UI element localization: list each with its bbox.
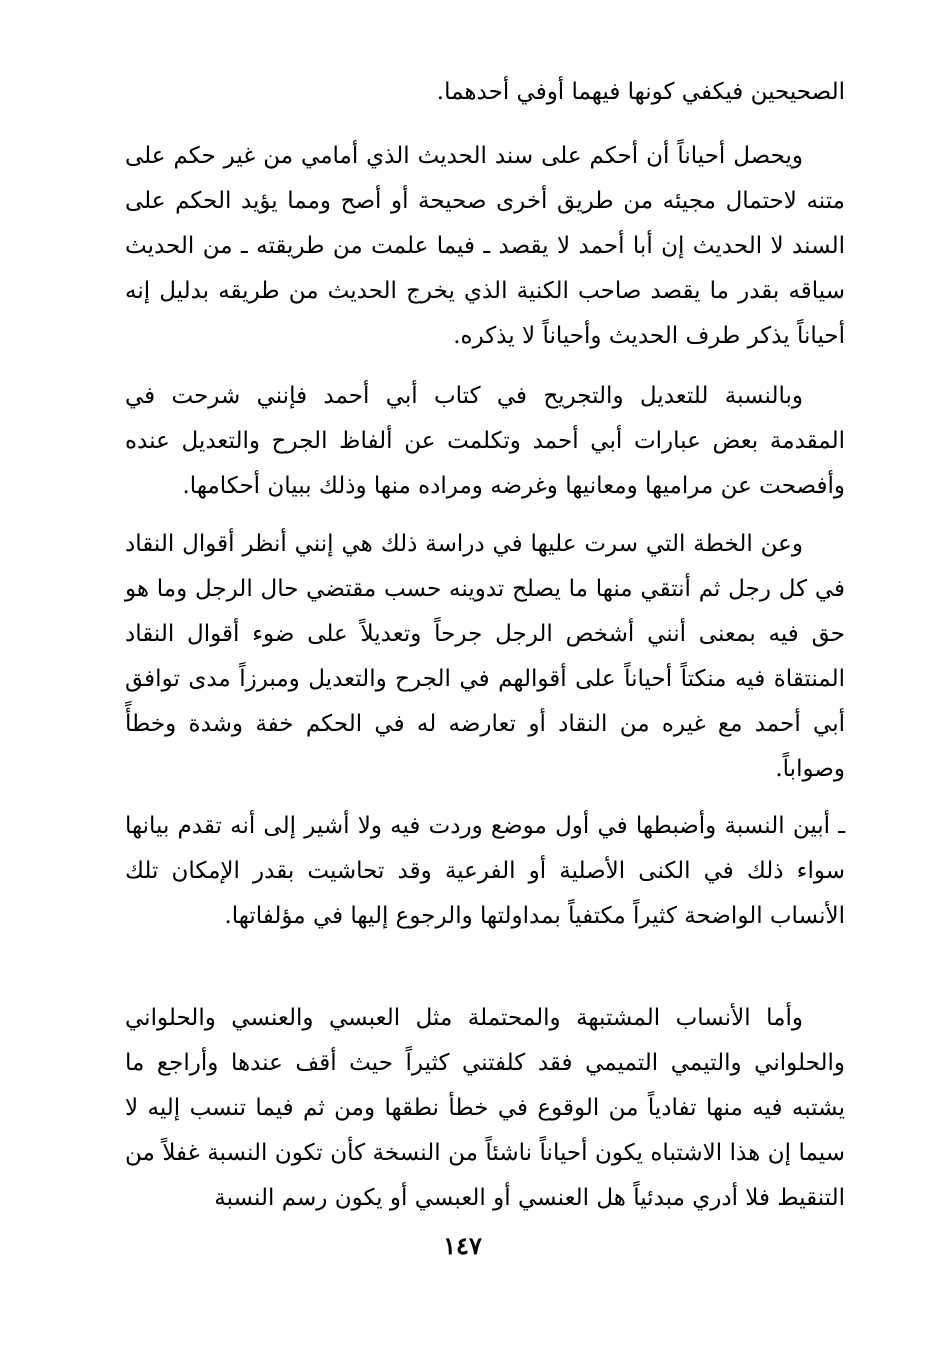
paragraph-text: وأما الأنساب المشتبهة والمحتملة مثل العبسي والعنسي والحلواني والحلواني والتيمي التميمي فقد كلفتني كثيراً حيث أقف عندها وأراجع ما يشتبه فيه منها تفادياً من الوقوع في خطأ نطقها ومن ثم فيما تنسب إليه لا سيما إن هذا الاشتباه يكون أحياناً ناشئاً من النسخة كأن تكون النسبة غفلاً من التنقيط فلا أدري مبدئياً هل العنسي أو العبسي أو يكون رسم النسبة — [125, 1005, 845, 1211]
paragraph-study-plan — [125, 522, 845, 792]
paragraph-text: وبالنسبة للتعديل والتجريح في كتاب أبي أحمد فإنني شرحت في المقدمة بعض عبارات أبي أحمد وتكلمت عن ألفاظ الجرح والتعديل عنده وأفصحت عن مراميها ومعانيها وغرضه ومراده منها وذلك ببيان أحكامها. — [125, 383, 845, 499]
paragraph-continuation — [125, 70, 845, 115]
paragraph-tadil-tajrih — [125, 374, 845, 509]
paragraph-nisba-explanation — [125, 804, 845, 939]
paragraph-ambiguous-nisba — [125, 996, 845, 1221]
page-number: ١٤٧ — [443, 1231, 482, 1260]
paragraph-text: ويحصل أحياناً أن أحكم على سند الحديث الذي أمامي من غير حكم على متنه لاحتمال مجيئه من طريق أخرى صحيحة أو أصح ومما يؤيد الحكم على السند لا الحديث إن أبا أحمد لا يقصد ـ فيما علمت من طريقته ـ من الحديث سياقه بقدر ما يقصد صاحب الكنية الذي يخرج الحديث من طريقه بدليل إنه أحياناً يذكر طرف الحديث وأحياناً لا يذكره. — [125, 143, 845, 349]
paragraph-text: الصحيحين فيكفي كونها فيهما أوفي أحدهما. — [436, 79, 845, 105]
paragraph-text: ـ أبين النسبة وأضبطها في أول موضع وردت فيه ولا أشير إلى أنه تقدم بيانها سواء ذلك في الكنى الأصلية أو الفرعية وقد تحاشيت بقدر الإمكان تلك الأنساب الواضحة كثيراً مكتفياً بمداولتها والرجوع إليها في مؤلفاتها. — [125, 813, 845, 929]
paragraph-text: وعن الخطة التي سرت عليها في دراسة ذلك هي إنني أنظر أقوال النقاد في كل رجل ثم أنتقي منها ما يصلح تدوينه حسب مقتضي حال الرجل وما هو حق فيه بمعنى أنني أشخص الرجل جرحاً وتعديلاً على ضوء أقوال النقاد المنتقاة فيه منكتاً أحياناً على أقوالهم في الجرح والتعديل ومبرزاً مدى توافق أبي أحمد مع غيره من النقاد أو تعارضه له في الحكم خفة وشدة وخطأً وصواباً. — [125, 531, 845, 782]
paragraph-sanad-ruling — [125, 134, 845, 359]
